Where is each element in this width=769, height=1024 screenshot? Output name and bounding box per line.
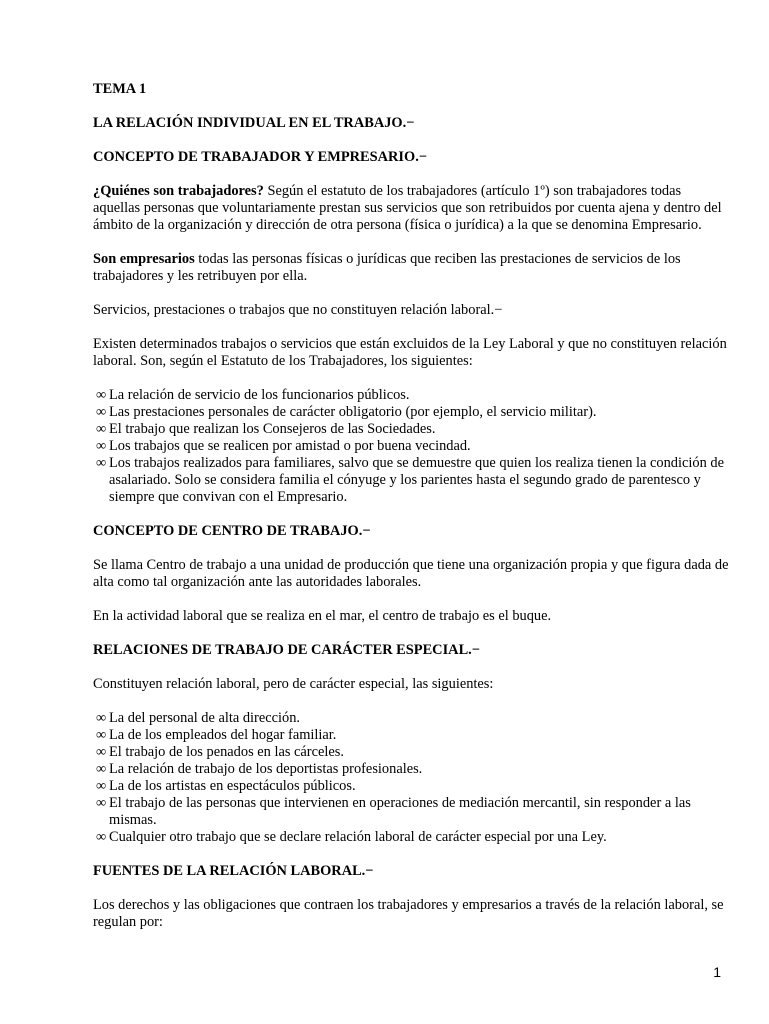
list-item xyxy=(93,829,729,846)
paragraph-empresarios xyxy=(93,251,729,285)
list-item xyxy=(93,778,729,795)
list-item-text: El trabajo de las personas que intervienen en operaciones de mediación mercantil, sin responder a las mismas. xyxy=(109,795,691,828)
list-item xyxy=(93,421,729,438)
paragraph-centro-1: Se llama Centro de trabajo a una unidad de producción que tiene una organización propia y que figura dada de alta como tal organización ante las autoridades laborales. xyxy=(93,557,729,590)
list-item xyxy=(93,438,729,455)
list-item xyxy=(93,761,729,778)
list-item-text: Los trabajos que se realicen por amistad o por buena vecindad. xyxy=(109,438,471,454)
paragraph-centro-2: En la actividad laboral que se realiza en el mar, el centro de trabajo es el buque. xyxy=(93,608,552,624)
infinity-bullet-icon: ∞ xyxy=(96,778,107,794)
document-page xyxy=(93,81,729,948)
infinity-bullet-icon: ∞ xyxy=(96,829,107,845)
document-title: LA RELACIÓN INDIVIDUAL EN EL TRABAJO.− xyxy=(93,115,415,131)
list-item xyxy=(93,404,729,421)
list-item-text: La relación de trabajo de los deportistas profesionales. xyxy=(109,761,423,777)
infinity-bullet-icon: ∞ xyxy=(96,727,107,743)
section-heading-centro: CONCEPTO DE CENTRO DE TRABAJO.− xyxy=(93,523,371,539)
list-item xyxy=(93,387,729,404)
list-item-text: El trabajo que realizan los Consejeros de las Sociedades. xyxy=(109,421,436,437)
infinity-bullet-icon: ∞ xyxy=(96,761,107,777)
list-item xyxy=(93,744,729,761)
list-item xyxy=(93,710,729,727)
paragraph-fuentes-intro: Los derechos y las obligaciones que contraen los trabajadores y empresarios a través de la relación laboral, se regulan por: xyxy=(93,897,724,930)
list-item-text: La de los empleados del hogar familiar. xyxy=(109,727,337,743)
infinity-bullet-icon: ∞ xyxy=(96,744,107,760)
list-item-text: La relación de servicio de los funcionarios públicos. xyxy=(109,387,410,403)
list-item-text: Cualquier otro trabajo que se declare relación laboral de carácter especial por una Ley. xyxy=(109,829,607,845)
text-empresarios: todas las personas físicas o jurídicas que reciben las prestaciones de servicios de los trabajadores y les retribuyen por ella. xyxy=(93,251,681,284)
infinity-bullet-icon: ∞ xyxy=(96,387,107,403)
list-item xyxy=(93,727,729,744)
infinity-bullet-icon: ∞ xyxy=(96,710,107,726)
list-item xyxy=(93,795,729,829)
lead-empresarios: Son empresarios xyxy=(93,251,195,267)
subheading-servicios: Servicios, prestaciones o trabajos que no constituyen relación laboral.− xyxy=(93,302,503,318)
infinity-bullet-icon: ∞ xyxy=(96,404,107,420)
infinity-bullet-icon: ∞ xyxy=(96,795,107,811)
list-relaciones-especiales xyxy=(93,710,729,846)
text-trabajadores: Según el estatuto de los trabajadores (artículo 1º) son trabajadores todas aquellas personas que voluntariamente prestan sus servicios que son retribuidos por cuenta ajena y dentro del ámbito de la organización y dirección de otra persona (física o jurídica) a la que se denomina Empresario. xyxy=(93,183,722,233)
list-item-text: La del personal de alta dirección. xyxy=(109,710,300,726)
list-item-text: El trabajo de los penados en las cárceles. xyxy=(109,744,344,760)
paragraph-trabajadores xyxy=(93,183,729,234)
infinity-bullet-icon: ∞ xyxy=(96,421,107,437)
list-item-text: La de los artistas en espectáculos públicos. xyxy=(109,778,356,794)
infinity-bullet-icon: ∞ xyxy=(96,455,107,471)
page-number: 1 xyxy=(713,964,721,980)
lead-trabajadores: ¿Quiénes son trabajadores? xyxy=(93,183,264,199)
tema-label: TEMA 1 xyxy=(93,81,147,97)
infinity-bullet-icon: ∞ xyxy=(96,438,107,454)
list-item-text: Las prestaciones personales de carácter obligatorio (por ejemplo, el servicio militar). xyxy=(109,404,597,420)
list-servicios-excluidos xyxy=(93,387,729,506)
section-heading-especial: RELACIONES DE TRABAJO DE CARÁCTER ESPECIAL.− xyxy=(93,642,480,658)
list-item xyxy=(93,455,729,506)
paragraph-especial-intro: Constituyen relación laboral, pero de carácter especial, las siguientes: xyxy=(93,676,494,692)
section-heading-fuentes: FUENTES DE LA RELACIÓN LABORAL.− xyxy=(93,863,374,879)
section-heading-concepto-trabajador: CONCEPTO DE TRABAJADOR Y EMPRESARIO.− xyxy=(93,149,428,165)
paragraph-servicios-intro: Existen determinados trabajos o servicios que están excluidos de la Ley Laboral y que no constituyen relación laboral. Son, según el Estatuto de los Trabajadores, los siguientes: xyxy=(93,336,727,369)
list-item-text: Los trabajos realizados para familiares, salvo que se demuestre que quien los realiza tienen la condición de asalariado. Solo se considera familia el cónyuge y los parientes hasta el segundo grado de parentesco y siempre que convivan con el Empresario. xyxy=(109,455,724,505)
